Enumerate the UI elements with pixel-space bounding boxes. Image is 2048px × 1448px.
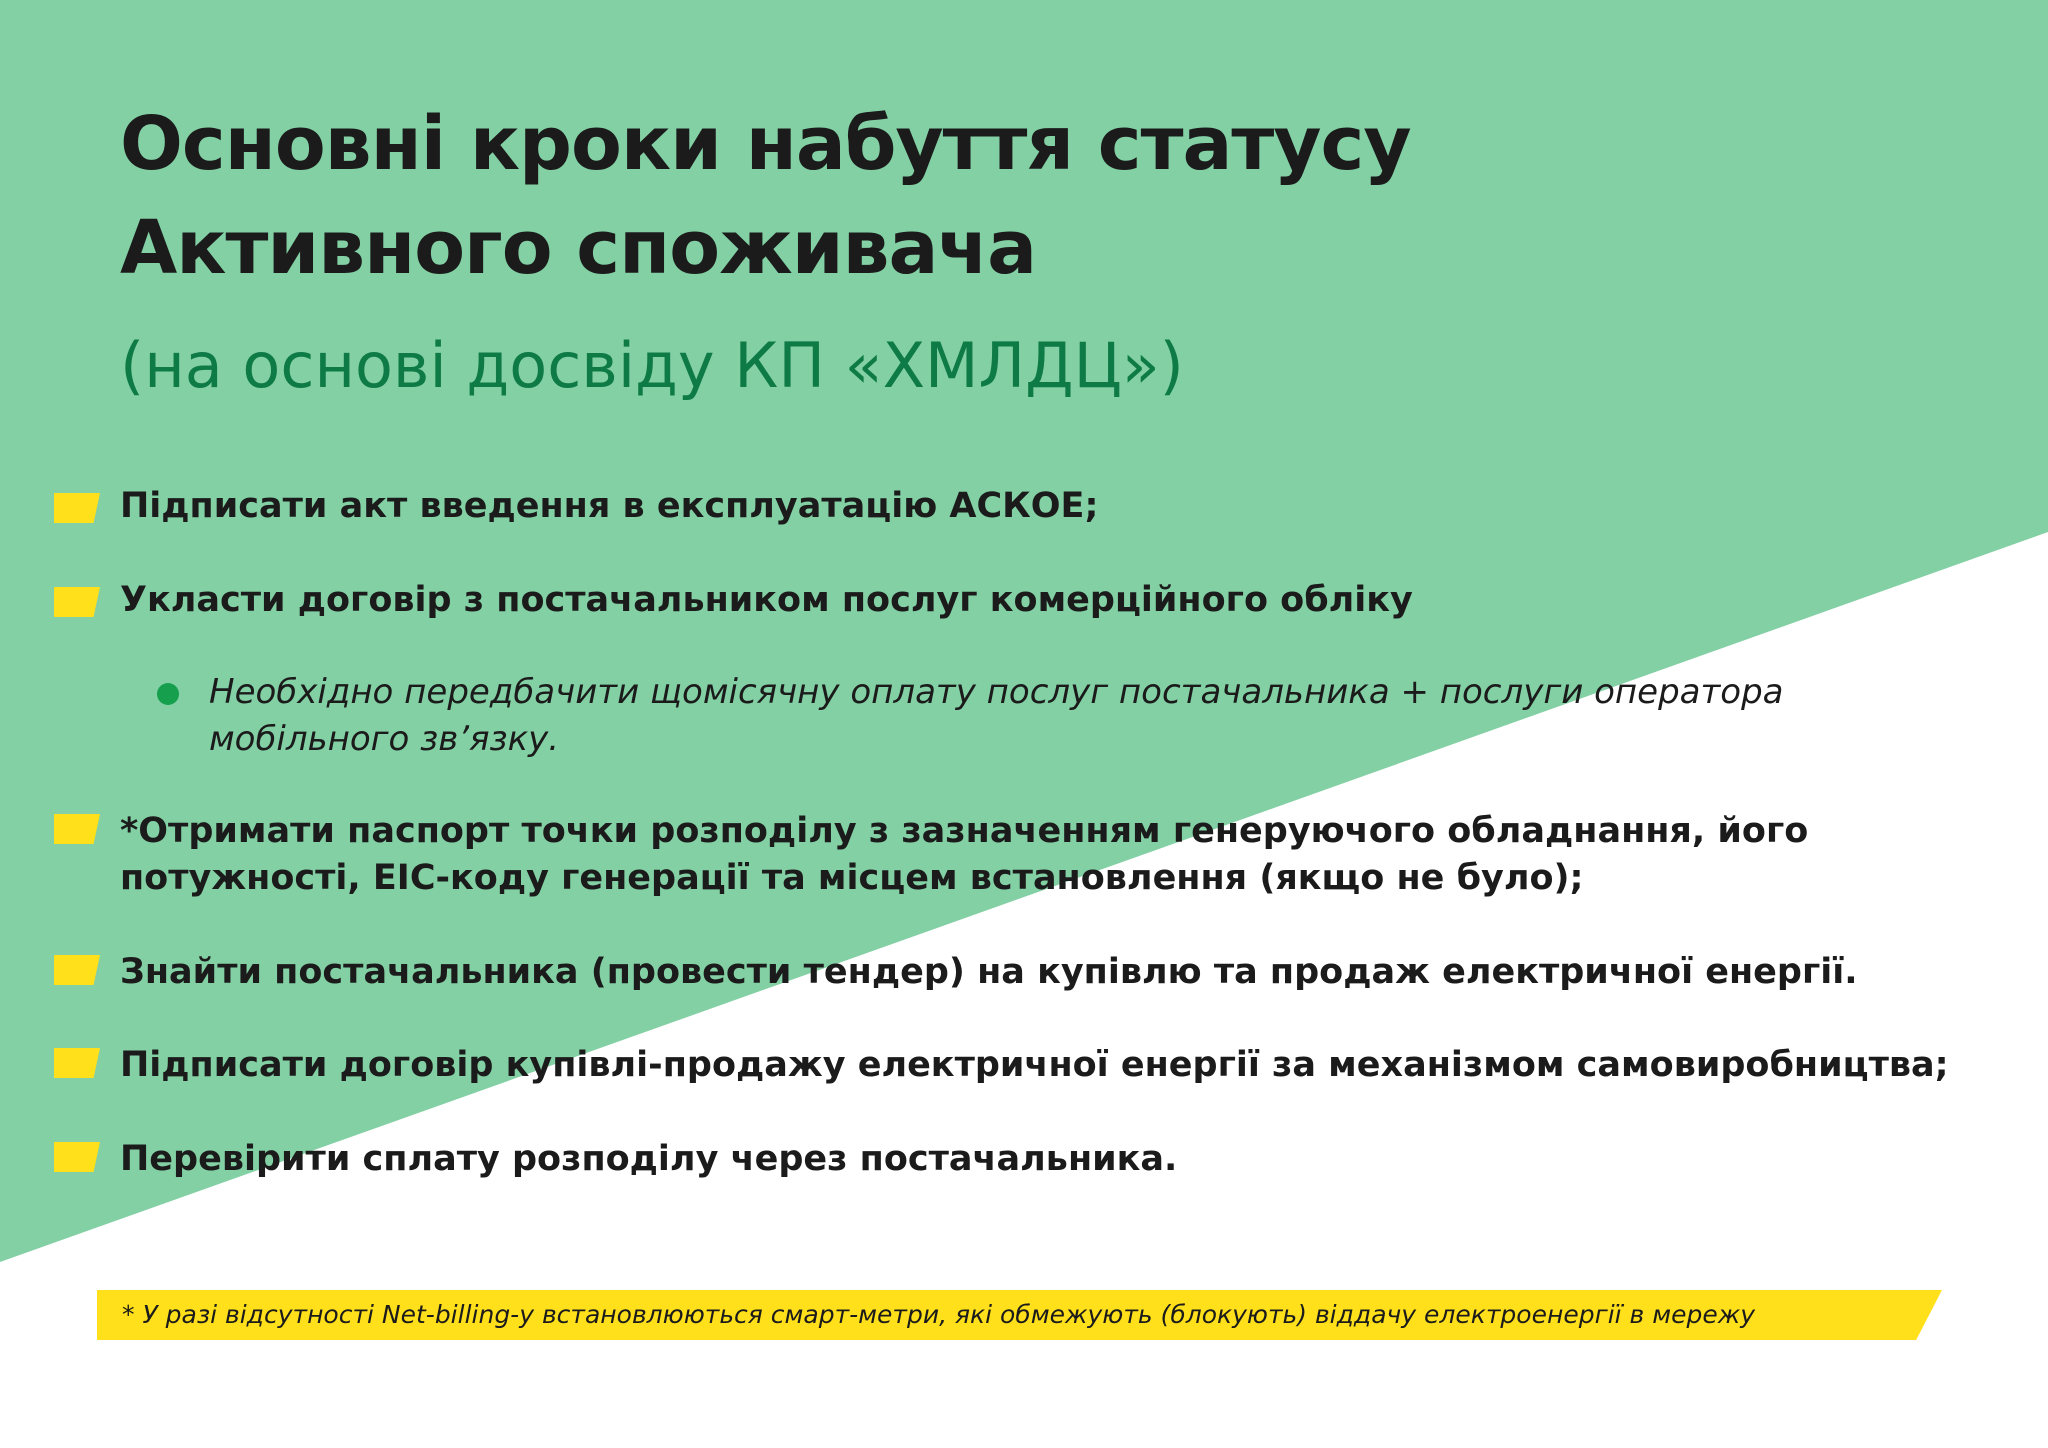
footnote-text: * У разі відсутності Net-billing-у встановлюються смарт-метри, які обмежують (блокують) віддачу електроенергії в мережу [122,1300,1756,1329]
step-4 [120,949,1858,996]
page-title-line-1: Основні кроки набуття статусу [120,101,1411,187]
step-6-text: Перевірити сплату розподілу через постачальника. [120,1139,1178,1179]
step-2 [120,577,1413,624]
step-marker-icon [54,493,100,523]
step-3-text-line-1: *Отримати паспорт точки розподілу з зазначенням генеруючого обладнання, його [120,811,1809,851]
sub-bullet-line-2: мобільного зв’язку. [209,719,560,759]
green-dot-icon [157,683,179,705]
step-5 [120,1042,1949,1089]
step-marker-icon [54,955,100,985]
step-3 [120,808,1808,902]
step-3-text-line-2: потужності, ЕІС-коду генерації та місцем встановлення (якщо не було); [120,858,1584,898]
step-6 [120,1136,1177,1183]
step-2-text: Укласти договір з постачальником послуг комерційного обліку [120,580,1413,620]
step-marker-icon [54,1048,100,1078]
step-marker-icon [54,1142,100,1172]
sub-bullet-note [209,669,1784,763]
page-subtitle: (на основі досвіду КП «ХМЛДЦ») [120,329,1184,402]
sub-bullet-line-1: Необхідно передбачити щомісячну оплату послуг постачальника + послуги оператора [209,672,1784,712]
step-4-text: Знайти постачальника (провести тендер) на купівлю та продаж електричної енергії. [120,952,1858,992]
step-1 [120,483,1098,530]
step-1-text: Підписати акт введення в експлуатацію АСКОЕ; [120,486,1099,526]
step-marker-icon [54,814,100,844]
page-title [120,92,1411,300]
step-marker-icon [54,587,100,617]
page-title-line-2: Активного споживача [120,205,1037,291]
step-5-text: Підписати договір купівлі-продажу електричної енергії за механізмом самовиробництва; [120,1045,1949,1085]
